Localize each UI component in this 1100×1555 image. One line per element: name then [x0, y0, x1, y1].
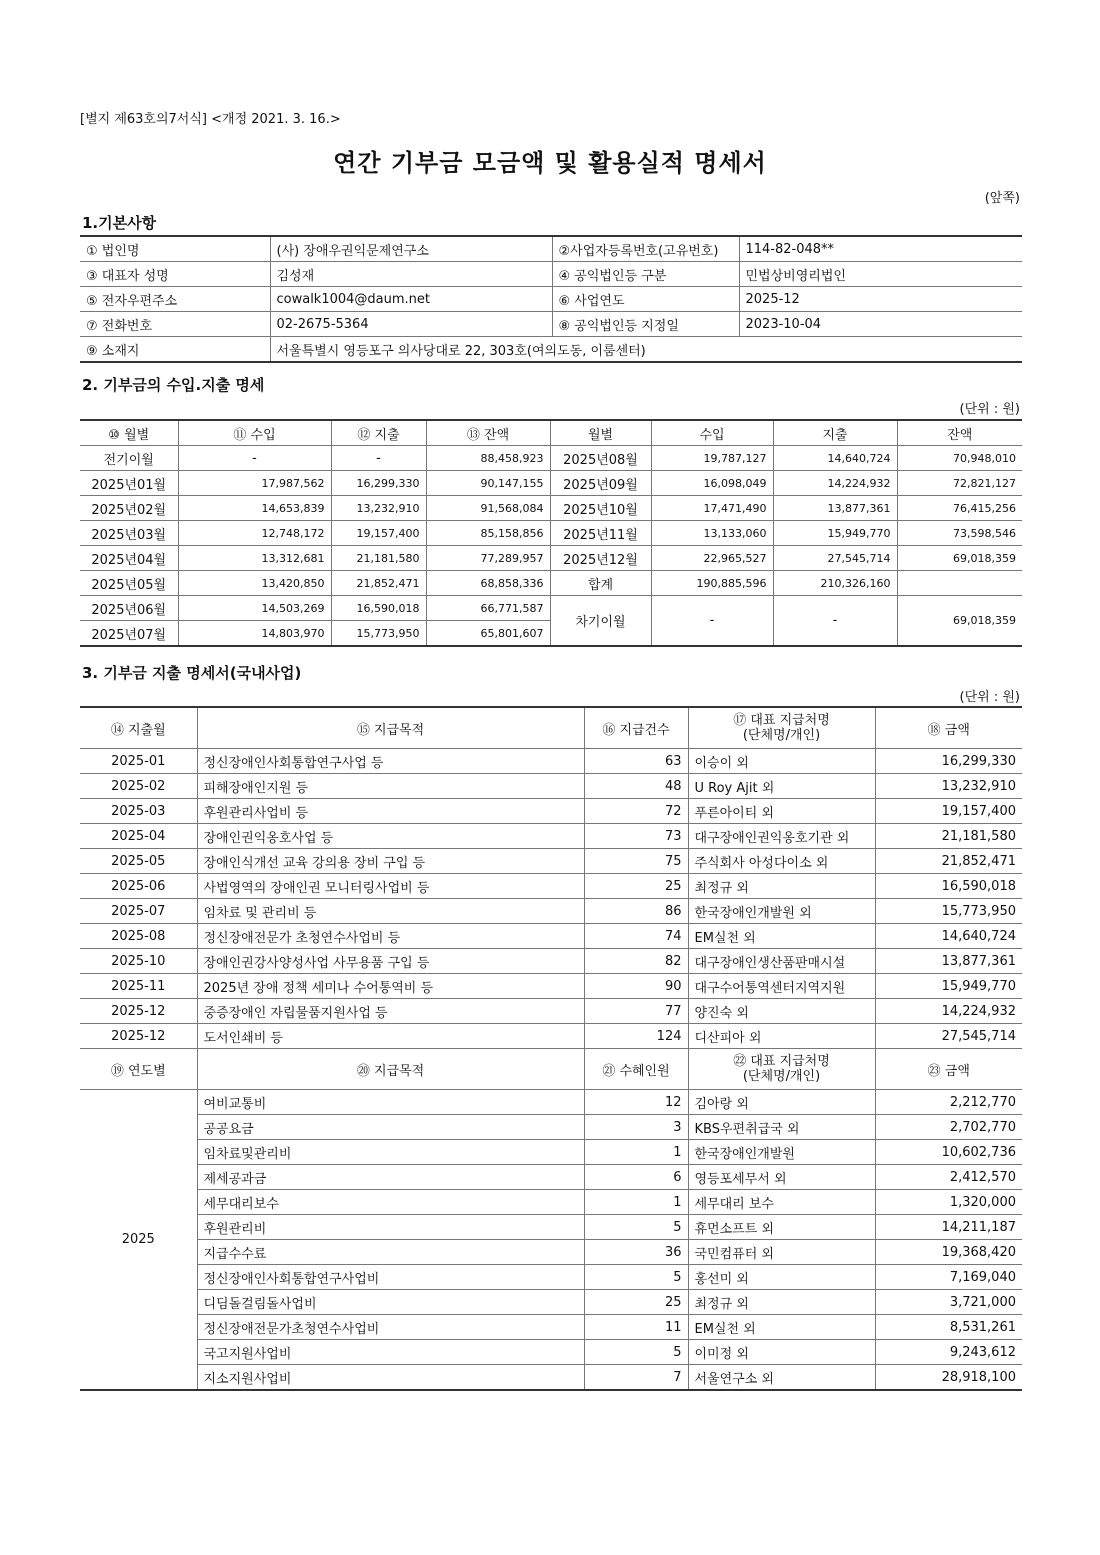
amount-cell: 15,949,770 — [875, 974, 1022, 999]
table-row — [80, 974, 1022, 999]
expense-cell: 14,224,932 — [773, 471, 897, 496]
expense-cell: 15,773,950 — [331, 621, 426, 647]
table-row — [80, 546, 1022, 571]
purpose-cell: 장애인식개선 교육 강의용 장비 구입 등 — [197, 849, 584, 874]
amount-cell: 28,918,100 — [875, 1365, 1022, 1391]
income-cell: 19,787,127 — [651, 446, 773, 471]
info-value: 02-2675-5364 — [270, 312, 552, 337]
table-row — [80, 1115, 1022, 1140]
month-cell: 2025-05 — [80, 849, 197, 874]
month-cell: 2025년08월 — [550, 446, 651, 471]
column-header: 지출 — [773, 420, 897, 446]
beneficiary-count-cell: 25 — [584, 1290, 688, 1315]
purpose-cell: 중증장애인 자립물품지원사업 등 — [197, 999, 584, 1024]
recipient-cell: 휴먼소프트 외 — [688, 1215, 875, 1240]
amount-cell: 14,211,187 — [875, 1215, 1022, 1240]
info-value: 민법상비영리법인 — [739, 262, 1022, 287]
section2-unit: (단위 : 원) — [959, 402, 1020, 417]
beneficiary-count-cell: 36 — [584, 1240, 688, 1265]
purpose-cell: 여비교통비 — [197, 1090, 584, 1115]
income-cell: 190,885,596 — [651, 571, 773, 596]
month-cell: 2025년01월 — [80, 471, 178, 496]
count-cell: 90 — [584, 974, 688, 999]
beneficiary-count-cell: 1 — [584, 1140, 688, 1165]
income-cell: 17,471,490 — [651, 496, 773, 521]
info-label: ⑧ 공익법인등 지정일 — [552, 312, 739, 337]
recipient-cell: 홍선미 외 — [688, 1265, 875, 1290]
expense-cell: 15,949,770 — [773, 521, 897, 546]
column-header: ⑱ 금액 — [875, 707, 1022, 749]
recipient-cell: 국민컴퓨터 외 — [688, 1240, 875, 1265]
balance-cell: 88,458,923 — [426, 446, 550, 471]
table-row — [80, 1365, 1022, 1391]
month-cell: 2025년09월 — [550, 471, 651, 496]
beneficiary-count-cell: 12 — [584, 1090, 688, 1115]
expense-cell: 21,181,580 — [331, 546, 426, 571]
purpose-cell: 지급수수료 — [197, 1240, 584, 1265]
carry-income-cell: - — [651, 596, 773, 647]
month-cell: 2025년04월 — [80, 546, 178, 571]
amount-cell: 14,640,724 — [875, 924, 1022, 949]
purpose-cell: 정신장애인사회통합연구사업 등 — [197, 749, 584, 774]
count-cell: 75 — [584, 849, 688, 874]
beneficiary-count-cell: 3 — [584, 1115, 688, 1140]
column-header-line: (단체명/개인) — [742, 728, 821, 743]
table-row — [80, 496, 1022, 521]
table-header-row — [80, 707, 1022, 749]
purpose-cell: 장애인권익옹호사업 등 — [197, 824, 584, 849]
table-row — [80, 899, 1022, 924]
table-row — [80, 1290, 1022, 1315]
column-header: ⑯ 지급건수 — [584, 707, 688, 749]
balance-cell: 72,821,127 — [897, 471, 1022, 496]
form-number: [별지 제63호의7서식] <개정 2021. 3. 16.> — [80, 112, 341, 127]
count-cell: 73 — [584, 824, 688, 849]
purpose-cell: 공공요금 — [197, 1115, 584, 1140]
info-row — [80, 312, 1022, 337]
purpose-cell: 피해장애인지원 등 — [197, 774, 584, 799]
column-header: 월별 — [550, 420, 651, 446]
balance-cell: 69,018,359 — [897, 546, 1022, 571]
table-header-row — [80, 1049, 1022, 1090]
info-label: ③ 대표자 성명 — [80, 262, 270, 287]
expense-cell: 13,232,910 — [331, 496, 426, 521]
info-value: 114-82-048** — [739, 236, 1022, 262]
income-cell: 14,503,269 — [178, 596, 331, 621]
amount-cell: 2,212,770 — [875, 1090, 1022, 1115]
month-cell: 2025-08 — [80, 924, 197, 949]
amount-cell: 16,590,018 — [875, 874, 1022, 899]
balance-cell: 68,858,336 — [426, 571, 550, 596]
count-cell: 25 — [584, 874, 688, 899]
amount-cell: 3,721,000 — [875, 1290, 1022, 1315]
amount-cell: 10,602,736 — [875, 1140, 1022, 1165]
income-cell: - — [178, 446, 331, 471]
table-row — [80, 471, 1022, 496]
purpose-cell: 도서인쇄비 등 — [197, 1024, 584, 1049]
month-cell: 2025-02 — [80, 774, 197, 799]
amount-cell: 13,232,910 — [875, 774, 1022, 799]
expense-cell: 16,299,330 — [331, 471, 426, 496]
income-cell: 13,133,060 — [651, 521, 773, 546]
table-row — [80, 446, 1022, 471]
info-label: ⑤ 전자우편주소 — [80, 287, 270, 312]
purpose-cell: 정신장애전문가 초청연수사업비 등 — [197, 924, 584, 949]
income-cell: 12,748,172 — [178, 521, 331, 546]
table-row — [80, 774, 1022, 799]
month-cell: 2025-04 — [80, 824, 197, 849]
table-row — [80, 1340, 1022, 1365]
table-row — [80, 1140, 1022, 1165]
donation-expense-table — [80, 706, 1022, 1391]
table-row — [80, 521, 1022, 546]
amount-cell: 2,412,570 — [875, 1165, 1022, 1190]
month-cell: 2025년12월 — [550, 546, 651, 571]
balance-cell: 73,598,546 — [897, 521, 1022, 546]
column-header: ⑪ 수입 — [178, 420, 331, 446]
count-cell: 82 — [584, 949, 688, 974]
amount-cell: 16,299,330 — [875, 749, 1022, 774]
purpose-cell: 2025년 장애 정책 세미나 수어통역비 등 — [197, 974, 584, 999]
table-row — [80, 1190, 1022, 1215]
info-label: ④ 공익법인등 구분 — [552, 262, 739, 287]
expense-cell: - — [331, 446, 426, 471]
purpose-cell: 디딤돌걸림돌사업비 — [197, 1290, 584, 1315]
table-row — [80, 749, 1022, 774]
income-cell: 17,987,562 — [178, 471, 331, 496]
column-header: ㉑ 수혜인원 — [584, 1049, 688, 1090]
purpose-cell: 사법영역의 장애인권 모니터링사업비 등 — [197, 874, 584, 899]
column-header — [688, 707, 875, 749]
column-header: ⑫ 지출 — [331, 420, 426, 446]
info-value: 김성재 — [270, 262, 552, 287]
income-cell: 13,312,681 — [178, 546, 331, 571]
column-header: ⑭ 지출월 — [80, 707, 197, 749]
income-cell: 14,653,839 — [178, 496, 331, 521]
month-cell: 2025-11 — [80, 974, 197, 999]
count-cell: 63 — [584, 749, 688, 774]
table-row — [80, 849, 1022, 874]
page-title: 연간 기부금 모금액 및 활용실적 명세서 — [333, 149, 767, 177]
balance-cell: 91,568,084 — [426, 496, 550, 521]
month-cell: 2025년05월 — [80, 571, 178, 596]
income-expense-table — [80, 419, 1022, 647]
purpose-cell: 제세공과금 — [197, 1165, 584, 1190]
balance-cell: 65,801,607 — [426, 621, 550, 647]
info-label: ① 법인명 — [80, 236, 270, 262]
purpose-cell: 세무대리보수 — [197, 1190, 584, 1215]
amount-cell: 14,224,932 — [875, 999, 1022, 1024]
purpose-cell: 임차료및관리비 — [197, 1140, 584, 1165]
table-row — [80, 924, 1022, 949]
purpose-cell: 지소지원사업비 — [197, 1365, 584, 1391]
balance-cell — [897, 571, 1022, 596]
expense-cell: 19,157,400 — [331, 521, 426, 546]
recipient-cell: 디산피아 외 — [688, 1024, 875, 1049]
month-cell: 2025년02월 — [80, 496, 178, 521]
info-value: cowalk1004@daum.net — [270, 287, 552, 312]
column-header-line: (단체명/개인) — [742, 1069, 821, 1084]
balance-cell: 76,415,256 — [897, 496, 1022, 521]
purpose-cell: 후원관리사업비 등 — [197, 799, 584, 824]
month-cell: 2025년06월 — [80, 596, 178, 621]
table-row — [80, 1240, 1022, 1265]
purpose-cell: 후원관리비 — [197, 1215, 584, 1240]
table-row — [80, 999, 1022, 1024]
month-cell: 2025-07 — [80, 899, 197, 924]
recipient-cell: 한국장애인개발원 외 — [688, 899, 875, 924]
table-row — [80, 596, 1022, 621]
amount-cell: 7,169,040 — [875, 1265, 1022, 1290]
purpose-cell: 정신장애인사회통합연구사업비 — [197, 1265, 584, 1290]
month-cell: 2025년07월 — [80, 621, 178, 647]
month-cell: 2025-03 — [80, 799, 197, 824]
table-row — [80, 1090, 1022, 1115]
column-header: ⑩ 월별 — [80, 420, 178, 446]
table-row — [80, 1165, 1022, 1190]
column-header: ⑳ 지급목적 — [197, 1049, 584, 1090]
recipient-cell: EM실천 외 — [688, 924, 875, 949]
table-row — [80, 571, 1022, 596]
column-header-line: ㉒ 대표 지급처명 — [733, 1054, 830, 1069]
income-cell: 22,965,527 — [651, 546, 773, 571]
carry-balance-cell: 69,018,359 — [897, 596, 1022, 647]
expense-cell: 210,326,160 — [773, 571, 897, 596]
table-row — [80, 1315, 1022, 1340]
beneficiary-count-cell: 5 — [584, 1340, 688, 1365]
beneficiary-count-cell: 5 — [584, 1215, 688, 1240]
amount-cell: 2,702,770 — [875, 1115, 1022, 1140]
location-label: ⑨ 소재지 — [80, 337, 270, 363]
recipient-cell: 최정규 외 — [688, 1290, 875, 1315]
expense-cell: 13,877,361 — [773, 496, 897, 521]
month-cell: 2025-01 — [80, 749, 197, 774]
carry-month-cell: 차기이월 — [550, 596, 651, 647]
table-row — [80, 949, 1022, 974]
count-cell: 74 — [584, 924, 688, 949]
column-header: ⑮ 지급목적 — [197, 707, 584, 749]
month-cell: 2025년03월 — [80, 521, 178, 546]
info-row — [80, 236, 1022, 262]
amount-cell: 19,157,400 — [875, 799, 1022, 824]
purpose-cell: 장애인권강사양성사업 사무용품 구입 등 — [197, 949, 584, 974]
month-cell: 2025년11월 — [550, 521, 651, 546]
recipient-cell: 이미정 외 — [688, 1340, 875, 1365]
income-cell: 13,420,850 — [178, 571, 331, 596]
recipient-cell: 대구장애인권익옹호기관 외 — [688, 824, 875, 849]
count-cell: 86 — [584, 899, 688, 924]
balance-cell: 90,147,155 — [426, 471, 550, 496]
table-row — [80, 824, 1022, 849]
recipient-cell: 이승이 외 — [688, 749, 875, 774]
column-header — [688, 1049, 875, 1090]
info-value: (사) 장애우권익문제연구소 — [270, 236, 552, 262]
count-cell: 72 — [584, 799, 688, 824]
purpose-cell: 임차료 및 관리비 등 — [197, 899, 584, 924]
balance-cell: 70,948,010 — [897, 446, 1022, 471]
recipient-cell: 양진숙 외 — [688, 999, 875, 1024]
table-row — [80, 799, 1022, 824]
location-row — [80, 337, 1022, 363]
recipient-cell: 최정규 외 — [688, 874, 875, 899]
location-value: 서울특별시 영등포구 의사당대로 22, 303호(여의도동, 이룸센터) — [270, 337, 1022, 363]
beneficiary-count-cell: 6 — [584, 1165, 688, 1190]
amount-cell: 1,320,000 — [875, 1190, 1022, 1215]
amount-cell: 21,852,471 — [875, 849, 1022, 874]
month-cell: 2025-12 — [80, 999, 197, 1024]
recipient-cell: EM실천 외 — [688, 1315, 875, 1340]
recipient-cell: 영등포세무서 외 — [688, 1165, 875, 1190]
recipient-cell: 한국장애인개발원 — [688, 1140, 875, 1165]
column-header: ㉓ 금액 — [875, 1049, 1022, 1090]
purpose-cell: 국고지원사업비 — [197, 1340, 584, 1365]
info-row — [80, 287, 1022, 312]
amount-cell: 9,243,612 — [875, 1340, 1022, 1365]
column-header: ⑲ 연도별 — [80, 1049, 197, 1090]
column-header: 잔액 — [897, 420, 1022, 446]
balance-cell: 85,158,856 — [426, 521, 550, 546]
table-row — [80, 1265, 1022, 1290]
info-label: ⑦ 전화번호 — [80, 312, 270, 337]
section2-heading: 2. 기부금의 수입.지출 명세 — [82, 376, 265, 394]
beneficiary-count-cell: 11 — [584, 1315, 688, 1340]
column-header-line: ⑰ 대표 지급처명 — [733, 713, 830, 728]
table-header-row — [80, 420, 1022, 446]
front-page-label: (앞쪽) — [984, 191, 1020, 206]
amount-cell: 21,181,580 — [875, 824, 1022, 849]
beneficiary-count-cell: 7 — [584, 1365, 688, 1391]
recipient-cell: 김아랑 외 — [688, 1090, 875, 1115]
month-cell: 전기이월 — [80, 446, 178, 471]
beneficiary-count-cell: 1 — [584, 1190, 688, 1215]
expense-cell: 16,590,018 — [331, 596, 426, 621]
expense-cell: 14,640,724 — [773, 446, 897, 471]
amount-cell: 27,545,714 — [875, 1024, 1022, 1049]
amount-cell: 13,877,361 — [875, 949, 1022, 974]
info-value: 2023-10-04 — [739, 312, 1022, 337]
recipient-cell: 주식회사 아성다이소 외 — [688, 849, 875, 874]
beneficiary-count-cell: 5 — [584, 1265, 688, 1290]
table-row — [80, 1024, 1022, 1049]
info-label: ⑥ 사업연도 — [552, 287, 739, 312]
recipient-cell: 대구장애인생산품판매시설 — [688, 949, 875, 974]
info-value: 2025-12 — [739, 287, 1022, 312]
month-cell: 2025-12 — [80, 1024, 197, 1049]
income-cell: 16,098,049 — [651, 471, 773, 496]
carry-expense-cell: - — [773, 596, 897, 647]
table-row — [80, 874, 1022, 899]
balance-cell: 66,771,587 — [426, 596, 550, 621]
purpose-cell: 정신장애전문가초청연수사업비 — [197, 1315, 584, 1340]
table-row — [80, 1215, 1022, 1240]
recipient-cell: 푸른아이티 외 — [688, 799, 875, 824]
section3-heading: 3. 기부금 지출 명세서(국내사업) — [82, 664, 302, 682]
count-cell: 124 — [584, 1024, 688, 1049]
income-cell: 14,803,970 — [178, 621, 331, 647]
amount-cell: 15,773,950 — [875, 899, 1022, 924]
year-cell: 2025 — [80, 1090, 197, 1391]
amount-cell: 19,368,420 — [875, 1240, 1022, 1265]
month-cell: 합계 — [550, 571, 651, 596]
recipient-cell: 세무대리 보수 — [688, 1190, 875, 1215]
info-label: ②사업자등록번호(고유번호) — [552, 236, 739, 262]
section1-heading: 1.기본사항 — [82, 214, 157, 232]
basic-info-table — [80, 235, 1022, 363]
month-cell: 2025년10월 — [550, 496, 651, 521]
count-cell: 77 — [584, 999, 688, 1024]
info-row — [80, 262, 1022, 287]
month-cell: 2025-06 — [80, 874, 197, 899]
expense-cell: 21,852,471 — [331, 571, 426, 596]
recipient-cell: KBS우편취급국 외 — [688, 1115, 875, 1140]
section3-unit: (단위 : 원) — [959, 690, 1020, 705]
column-header: ⑬ 잔액 — [426, 420, 550, 446]
balance-cell: 77,289,957 — [426, 546, 550, 571]
month-cell: 2025-10 — [80, 949, 197, 974]
expense-cell: 27,545,714 — [773, 546, 897, 571]
amount-cell: 8,531,261 — [875, 1315, 1022, 1340]
recipient-cell: 대구수어통역센터지역지원 — [688, 974, 875, 999]
recipient-cell: U Roy Ajit 외 — [688, 774, 875, 799]
count-cell: 48 — [584, 774, 688, 799]
recipient-cell: 서울연구소 외 — [688, 1365, 875, 1391]
column-header: 수입 — [651, 420, 773, 446]
